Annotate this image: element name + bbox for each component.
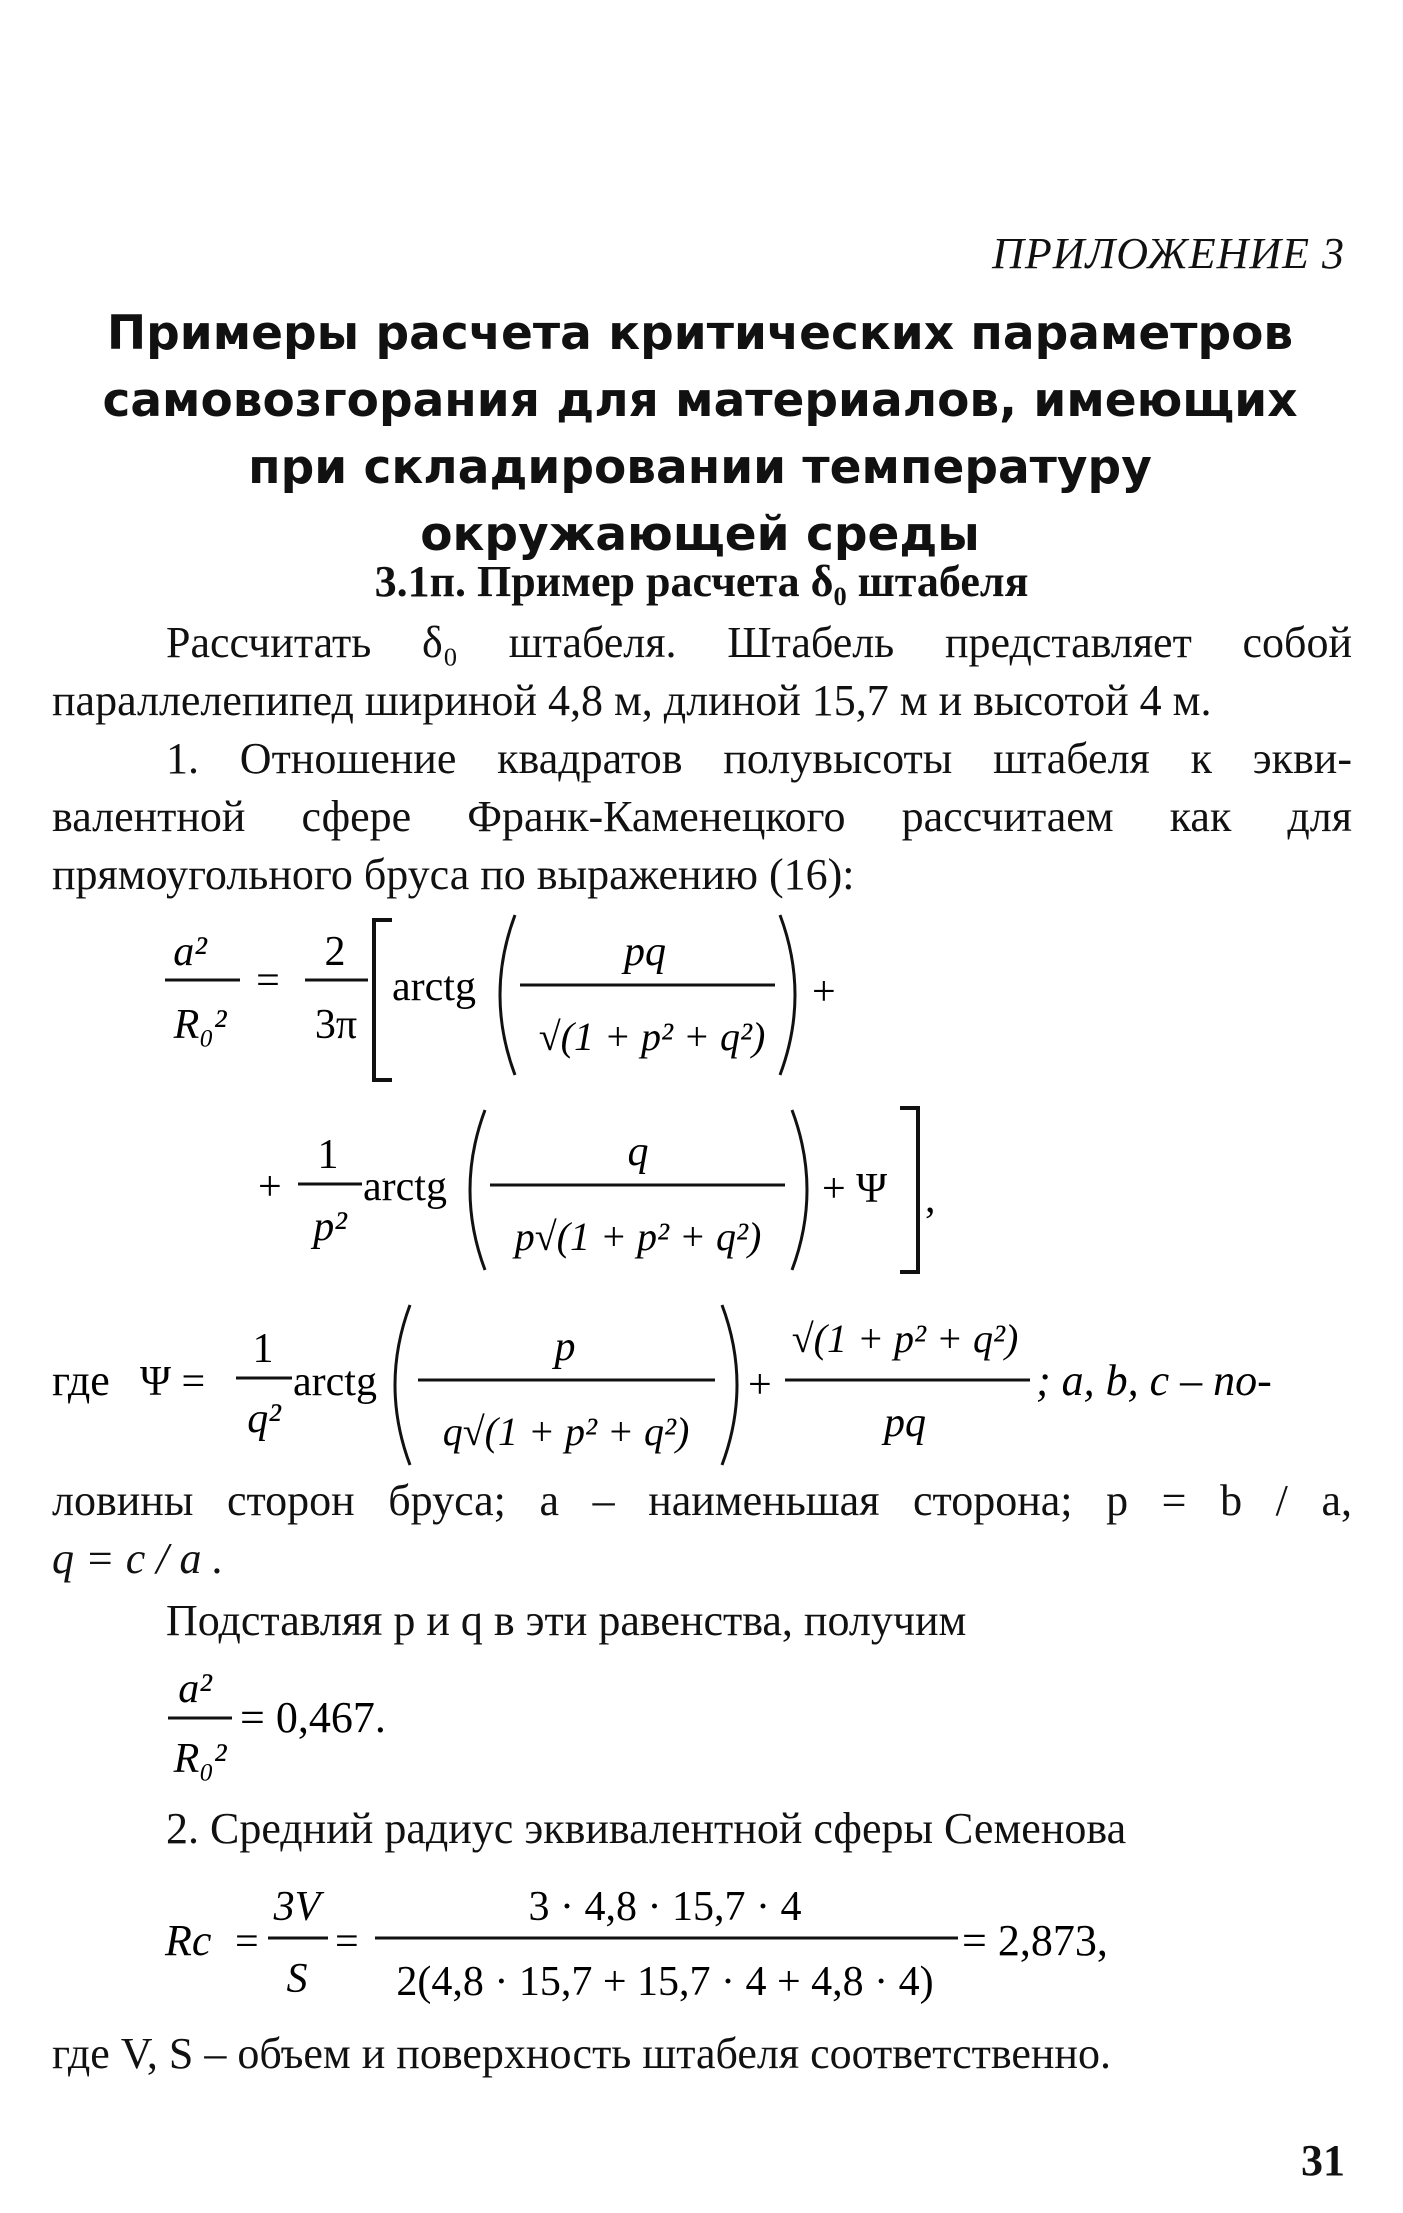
r1-den: R₀² xyxy=(173,1736,227,1782)
f3-open-paren xyxy=(395,1305,410,1465)
r2-frac2-num: 3 · 4,8 · 15,7 · 4 xyxy=(528,1884,802,1930)
f2-psi: + Ψ xyxy=(822,1166,888,1212)
f1-open-paren xyxy=(500,915,515,1075)
f1-func: arctg xyxy=(392,964,476,1010)
r1-num: a² xyxy=(178,1666,212,1712)
f3-close-paren xyxy=(722,1305,737,1465)
r2-lhs: Rc xyxy=(165,1916,212,1965)
page-number: 31 xyxy=(1301,2136,1345,2185)
f2-lead-plus: + xyxy=(258,1164,282,1210)
page-title xyxy=(50,300,1350,568)
final-line: где V, S – объем и поверхность штабеля соответственно. xyxy=(52,2029,1111,2078)
f2-tail: , xyxy=(925,1176,936,1222)
f3-frac2-num: √(1 + p² + q²) xyxy=(791,1316,1019,1361)
f3-frac2-den: pq xyxy=(884,1400,926,1446)
r2-frac2-den: 2(4,8 · 15,7 + 15,7 · 4 + 4,8 · 4) xyxy=(396,1959,934,2005)
f3-func: arctg xyxy=(293,1359,377,1405)
r2-frac1-num: 3V xyxy=(273,1884,321,1930)
f3-plus: + xyxy=(748,1362,772,1408)
f2-coef-num: 1 xyxy=(317,1132,339,1178)
title-line: при складировании температуру xyxy=(248,440,1152,495)
step2-paragraph xyxy=(52,1800,1352,1858)
f3-where: где xyxy=(52,1356,110,1405)
f1-close-paren xyxy=(780,915,795,1075)
step1-line: 1. Отношение квадратов полувысоты штабеля к экви- xyxy=(166,734,1352,783)
f3-arg-den: q√(1 + p² + q²) xyxy=(442,1409,690,1454)
intro-line: параллелепипед шириной 4,8 м, длиной 15,7 м и высотой 4 м. xyxy=(52,676,1212,725)
final-paragraph xyxy=(52,2025,1352,2083)
intro-line: Рассчитать δ₀ штабеля. Штабель представляет собой xyxy=(166,618,1352,667)
step1-line: валентной сфере Франк-Каменецкого рассчитаем как для xyxy=(52,792,1352,841)
where-line: ловины сторон бруса; a – наименьшая сторона; p = b / a, xyxy=(52,1476,1352,1525)
f3-coef-den: q² xyxy=(247,1396,281,1442)
substitute-paragraph xyxy=(52,1592,1352,1650)
f2-coef-den: p² xyxy=(313,1204,347,1250)
r1-value: = 0,467. xyxy=(240,1693,386,1742)
r2-frac1-den: S xyxy=(286,1956,308,2002)
step1-line: прямоугольного бруса по выражению (16): xyxy=(52,850,855,899)
appendix-label: ПРИЛОЖЕНИЕ 3 xyxy=(992,229,1345,278)
f3-psi-eq: Ψ = xyxy=(140,1359,206,1405)
where-line: q = c / a . xyxy=(52,1534,224,1583)
f1-coef-den: 3π xyxy=(314,1002,358,1048)
f1-lhs-num: a² xyxy=(173,929,207,975)
f2-close-paren xyxy=(792,1110,807,1270)
f1-arg-num: pq xyxy=(624,929,666,975)
f2-arg-num: q xyxy=(627,1129,649,1175)
f2-open-paren xyxy=(470,1110,485,1270)
f3-arg-num: p xyxy=(554,1324,576,1370)
step1-paragraph xyxy=(52,730,1352,904)
f2-arg-den: p√(1 + p² + q²) xyxy=(514,1214,762,1259)
f1-open-bracket xyxy=(374,920,392,1080)
intro-paragraph xyxy=(52,614,1352,730)
substitute-line: Подставляя p и q в эти равенства, получим xyxy=(166,1596,967,1645)
f3-after: ; a, b, c – по- xyxy=(1036,1356,1272,1405)
title-line: Примеры расчета критических параметров xyxy=(106,306,1294,361)
step2-line: 2. Средний радиус эквивалентной сферы Семенова xyxy=(166,1804,1127,1853)
f1-eq: = xyxy=(256,958,280,1004)
f2-func: arctg xyxy=(363,1164,447,1210)
f1-plus: + xyxy=(812,969,836,1015)
section-heading: 3.1п. Пример расчета δ₀ штабеля xyxy=(374,557,1029,606)
where-paragraph xyxy=(52,1472,1352,1588)
f1-lhs-den: R₀² xyxy=(173,1002,227,1048)
r2-value: = 2,873, xyxy=(962,1916,1108,1965)
title-line: самовозгорания для материалов, имеющих xyxy=(102,373,1298,428)
f3-coef-num: 1 xyxy=(252,1326,274,1372)
f2-close-bracket xyxy=(900,1108,918,1272)
r2-eq1: = xyxy=(235,1919,259,1965)
f1-arg-den: √(1 + p² + q²) xyxy=(538,1014,766,1059)
f1-coef-num: 2 xyxy=(324,929,346,975)
r2-eq2: = xyxy=(335,1919,359,1965)
title-line: окружающей среды xyxy=(420,507,980,562)
